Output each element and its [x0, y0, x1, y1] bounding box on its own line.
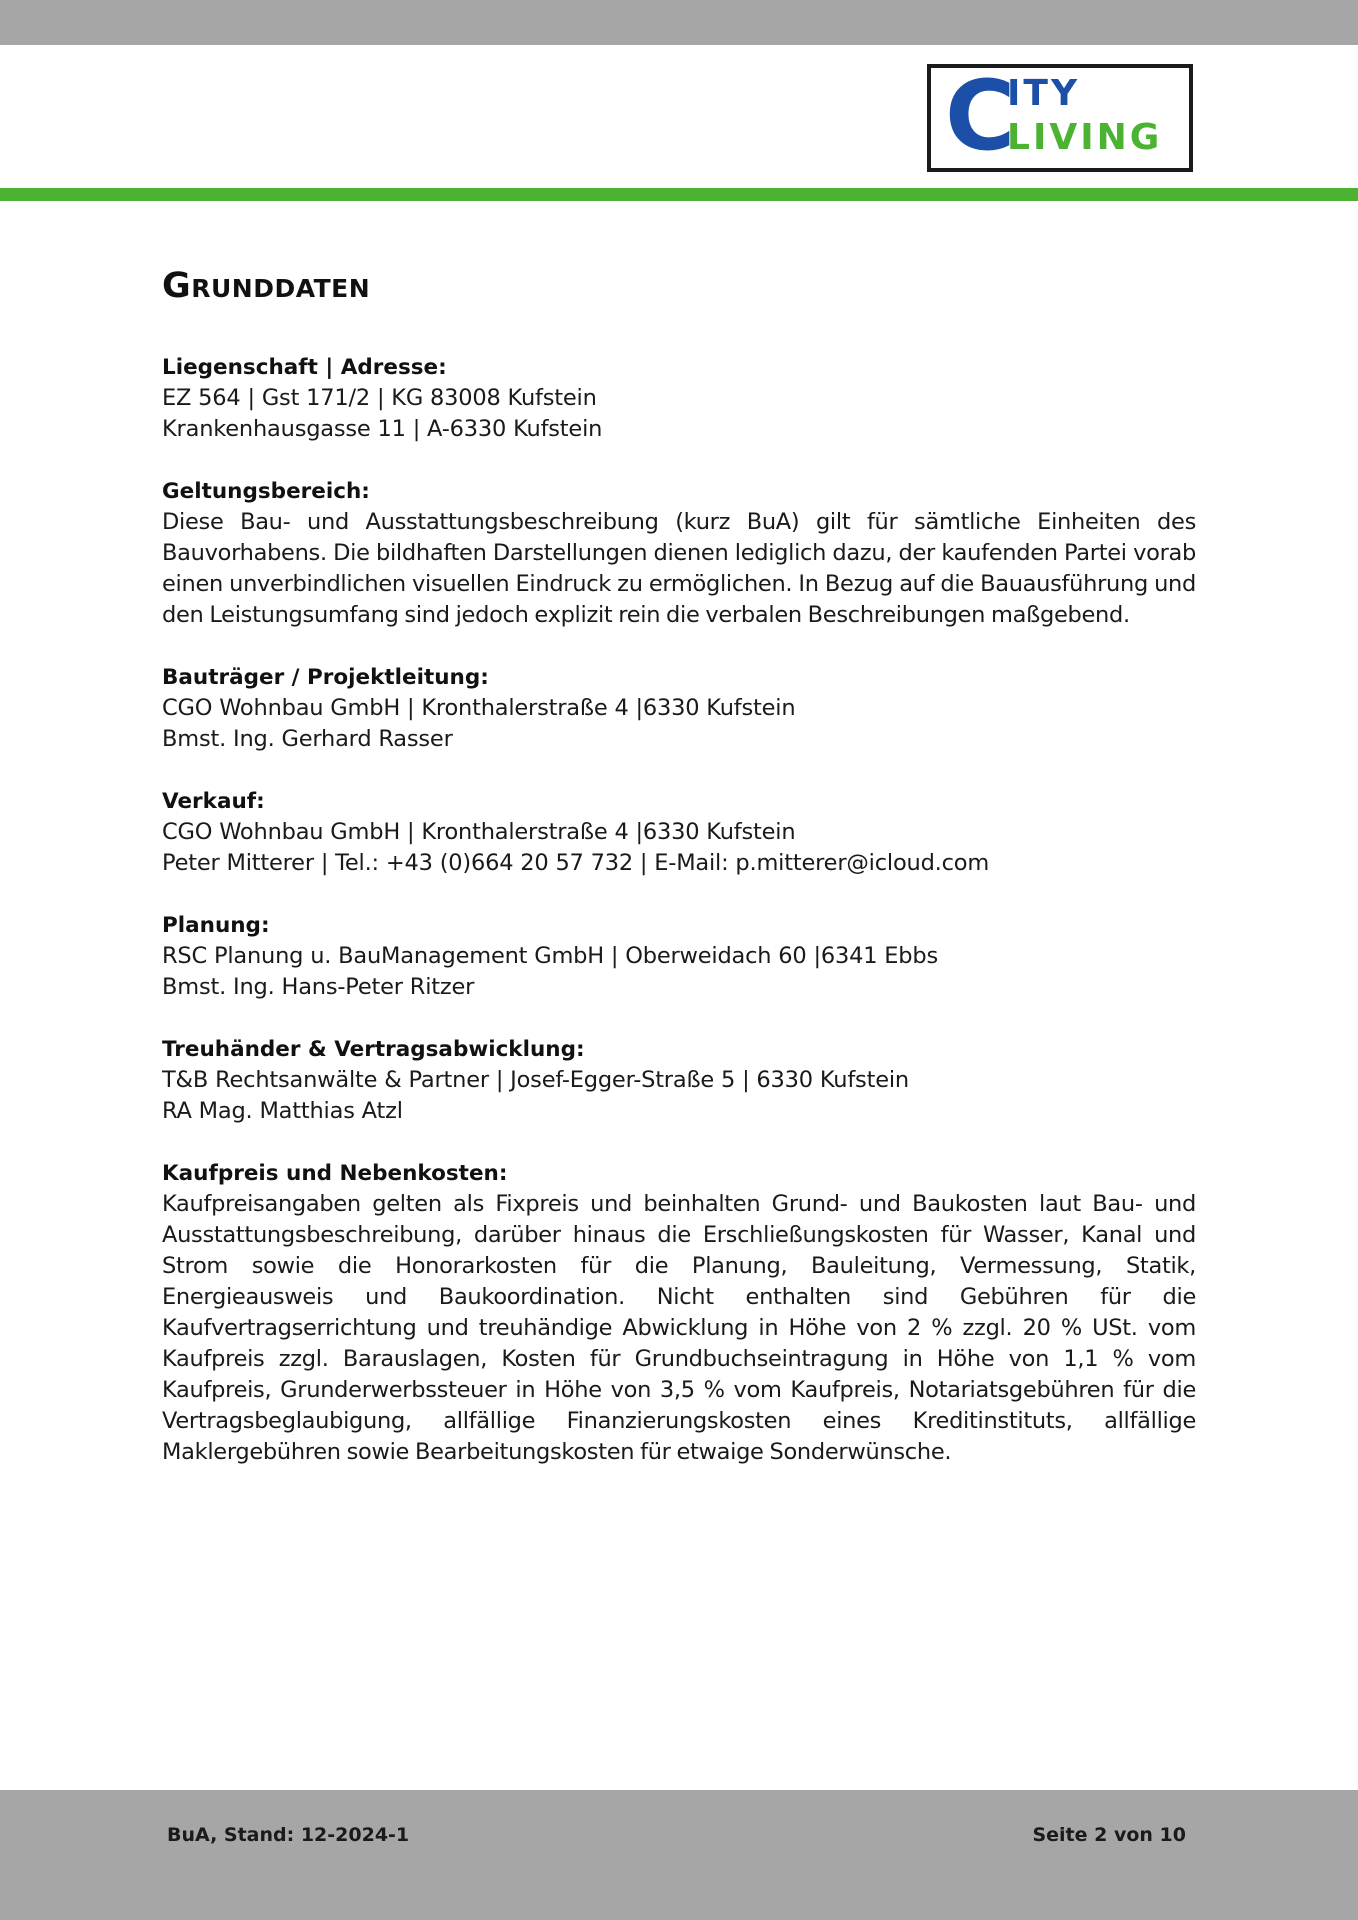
section-bautraeger: [162, 662, 1196, 755]
property-address: Krankenhausgasse 11 | A-6330 Kufstein: [162, 416, 603, 442]
planning-contact: Bmst. Ing. Hans-Peter Ritzer: [162, 974, 475, 1000]
header-divider: [0, 188, 1358, 201]
header-bar: [0, 0, 1358, 45]
sales-company: CGO Wohnbau GmbH | Kronthalerstraße 4 |6330 Kufstein: [162, 819, 796, 845]
section-heading: Bauträger / Projektleitung:: [162, 665, 489, 690]
logo-letter-c: C: [945, 60, 1016, 172]
document-body: [162, 262, 1196, 1499]
scope-paragraph: Diese Bau- und Ausstattungsbeschreibung (kurz BuA) gilt für sämtliche Einheiten des Bauvorhabens. Die bildhaften Darstellungen dienen lediglich dazu, der kaufenden Partei vorab einen unverbindlichen visuellen Eindruck zu ermöglichen. In Bezug auf die Bauausführung und den Leistungsumfang sind jedoch explizit rein die verbalen Beschreibungen maßgebend.: [162, 509, 1196, 628]
section-kaufpreis: [162, 1158, 1196, 1468]
section-heading: Treuhänder & Vertragsabwicklung:: [162, 1037, 585, 1062]
page-number: Seite 2 von 10: [1032, 1824, 1186, 1846]
logo-text-ity: ITY: [1007, 73, 1081, 114]
section-heading: Planung:: [162, 913, 270, 938]
price-paragraph: Kaufpreisangaben gelten als Fixpreis und beinhalten Grund- und Baukosten laut Bau- und Ausstattungsbeschreibung, darüber hinaus die Erschließungskosten für Wasser, Kanal und Strom sowie die Honorarkosten für die Planung, Bauleitung, Vermessung, Statik, Energieausweis und Baukoordination. Nicht enthalten sind Gebühren für die Kaufvertragserrichtung und treuhändige Abwicklung in Höhe von 2 % zzgl. 20 % USt. vom Kaufpreis zzgl. Barauslagen, Kosten für Grundbuchseintragung in Höhe von 1,1 % vom Kaufpreis, Grunderwerbssteuer in Höhe von 3,5 % vom Kaufpreis, Notariatsgebühren für die Vertragsbeglaubigung, allfällige Finanzierungskosten eines Kreditinstituts, allfällige Maklergebühren sowie Bearbeitungskosten für etwaige Sonderwünsche.: [162, 1191, 1196, 1465]
city-living-logo: [927, 60, 1193, 172]
section-liegenschaft: [162, 352, 1196, 445]
section-heading: Verkauf:: [162, 789, 265, 814]
section-treuhaender: [162, 1034, 1196, 1127]
section-planung: [162, 910, 1196, 1003]
property-registry: EZ 564 | Gst 171/2 | KG 83008 Kufstein: [162, 385, 597, 411]
footer-bar: [0, 1790, 1358, 1920]
section-heading: Kaufpreis und Nebenkosten:: [162, 1161, 508, 1186]
trustee-company: T&B Rechtsanwälte & Partner | Josef-Egger-Straße 5 | 6330 Kufstein: [162, 1067, 909, 1093]
section-heading: Liegenschaft | Adresse:: [162, 355, 447, 380]
developer-contact: Bmst. Ing. Gerhard Rasser: [162, 726, 453, 752]
developer-company: CGO Wohnbau GmbH | Kronthalerstraße 4 |6330 Kufstein: [162, 695, 796, 721]
planning-company: RSC Planung u. BauManagement GmbH | Oberweidach 60 |6341 Ebbs: [162, 943, 938, 969]
section-verkauf: [162, 786, 1196, 879]
trustee-contact: RA Mag. Matthias Atzl: [162, 1098, 403, 1124]
section-heading: Geltungsbereich:: [162, 479, 370, 504]
page-title: Grunddaten: [162, 266, 371, 306]
document-version: BuA, Stand: 12-2024-1: [167, 1824, 410, 1846]
logo-text-living: LIVING: [1007, 117, 1163, 158]
sales-contact: Peter Mitterer | Tel.: +43 (0)664 20 57 732 | E-Mail: p.mitterer@icloud.com: [162, 850, 990, 876]
section-geltungsbereich: [162, 476, 1196, 631]
